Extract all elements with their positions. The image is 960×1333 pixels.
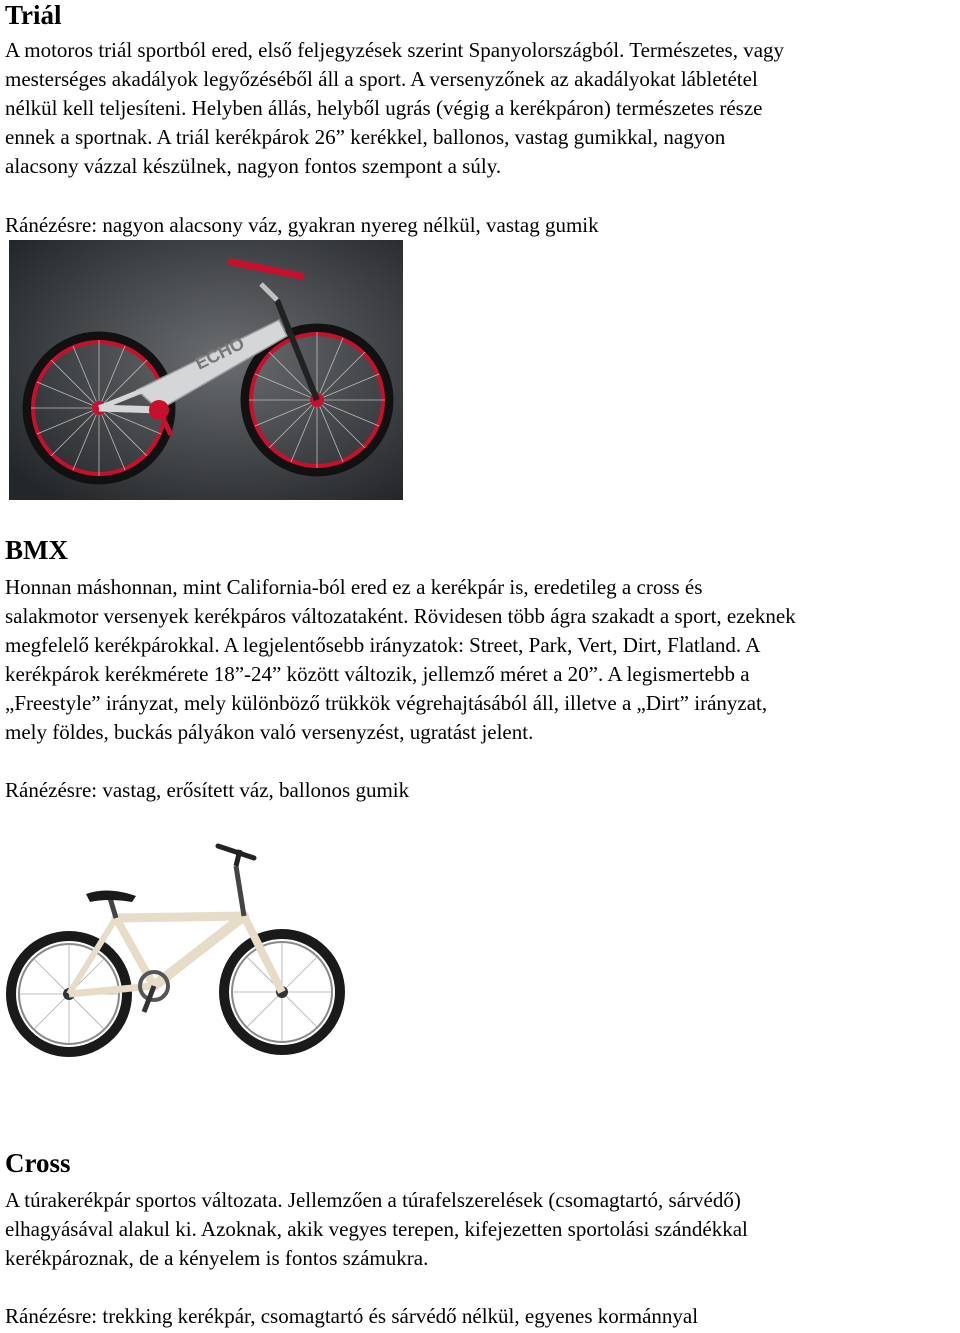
text-line: Ránézésre: trekking kerékpár, csomagtartó és sárvédő nélkül, egyenes kormánnyal: [5, 1304, 699, 1328]
section-heading-trial: Triál: [5, 0, 62, 30]
trial-bike-photo-icon: [9, 240, 403, 500]
bmx-paragraph: [5, 573, 960, 747]
text-line: mely földes, buckás pályákon való versenyzést, ugratást jelent.: [5, 720, 534, 744]
text-line: „Freestyle” irányzat, mely különböző trükkök végrehajtásából áll, illetve a „Dirt” irányzat,: [5, 691, 768, 715]
text-line: Honnan máshonnan, mint California-ból ered ez a kerékpár is, eredetileg a cross és: [5, 575, 703, 599]
text-line: alacsony vázzal készülnek, nagyon fontos szempont a súly.: [5, 154, 502, 178]
text-line: kerékpárok kerékmérete 18”-24” között változik, jellemző méret a 20”. A legismertebb a: [5, 662, 750, 686]
trial-bike-image: [9, 240, 403, 500]
cross-glance: [5, 1302, 960, 1331]
text-line: salakmotor versenyek kerékpáros változataként. Rövidesen több ágra szakadt a sport, ezeknek: [5, 604, 796, 628]
text-line: nélkül kell teljesíteni. Helyben állás, helyből ugrás (végig a kerékpáron) természetes része: [5, 96, 763, 120]
text-line: Ránézésre: vastag, erősített váz, ballonos gumik: [5, 778, 410, 802]
text-line: A túrakerékpár sportos változata. Jellemzően a túrafelszerelések (csomagtartó, sárvédő): [5, 1188, 741, 1212]
bmx-glance: [5, 776, 960, 805]
text-line: mesterséges akadályok legyőzéséből áll a sport. A versenyzőnek az akadályokat lábletétel: [5, 67, 758, 91]
svg-text:ECHO: ECHO: [191, 332, 248, 374]
section-heading-bmx: BMX: [5, 535, 68, 565]
text-line: Ránézésre: nagyon alacsony váz, gyakran nyereg nélkül, vastag gumik: [5, 213, 599, 237]
text-line: megfelelő kerékpárokkal. A legjelentősebb irányzatok: Street, Park, Vert, Dirt, Flatland. A: [5, 633, 761, 657]
section-heading-cross: Cross: [5, 1148, 71, 1178]
cross-paragraph: [5, 1186, 960, 1273]
text-line: A motoros triál sportból ered, első feljegyzések szerint Spanyolországból. Természetes, vagy: [5, 38, 785, 62]
trial-glance: [5, 211, 960, 240]
text-line: elhagyásával alakul ki. Azoknak, akik vegyes terepen, kifejezetten sportolási szándékkal: [5, 1217, 748, 1241]
trial-paragraph: [5, 36, 960, 181]
bmx-bike-image: [4, 836, 348, 1062]
text-line: ennek a sportnak. A triál kerékpárok 26” kerékkel, ballonos, vastag gumikkal, nagyon: [5, 125, 726, 149]
bmx-bike-photo-icon: [4, 836, 348, 1062]
text-line: kerékpároznak, de a kényelem is fontos számukra.: [5, 1246, 429, 1270]
